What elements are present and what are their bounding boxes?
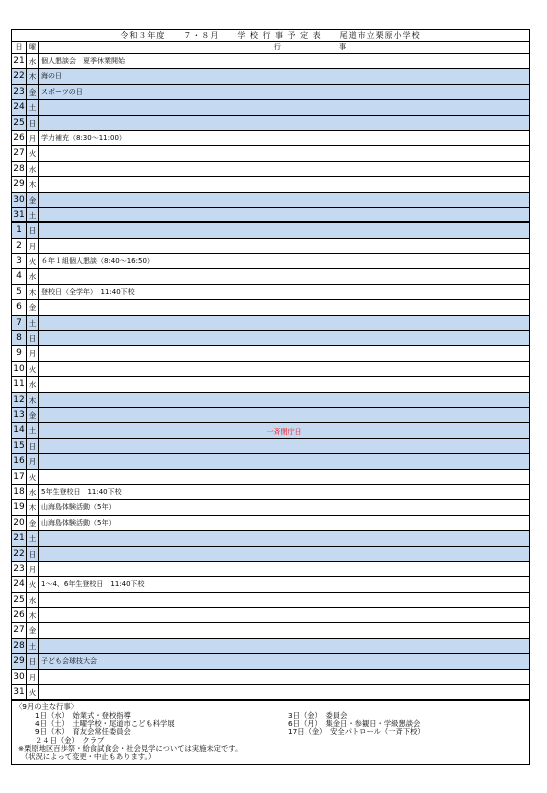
row-event (39, 593, 529, 607)
row-weekday: 水 (27, 54, 39, 68)
row-event: 山海島体験活動（5年） (41, 518, 116, 527)
row-event (39, 100, 529, 114)
table-row (12, 223, 529, 238)
table-row (12, 470, 529, 485)
row-day: 21 (12, 54, 27, 68)
row-weekday: 月 (27, 346, 39, 360)
row-weekday: 土 (27, 316, 39, 330)
row-event: ６年１組個人懇談（8:40～16:50） (41, 257, 154, 266)
row-event (39, 269, 529, 283)
row-weekday: 木 (27, 285, 39, 299)
row-event (39, 146, 529, 160)
table-row (12, 531, 529, 546)
row-weekday: 火 (27, 685, 39, 699)
row-event (39, 300, 529, 314)
table-row (12, 439, 529, 454)
row-event (39, 331, 529, 345)
row-weekday: 火 (27, 470, 39, 484)
row-day: 14 (12, 423, 27, 437)
row-weekday: 火 (27, 362, 39, 376)
row-weekday: 金 (27, 516, 39, 530)
row-event: 5年生登校日 11:40下校 (41, 487, 122, 496)
table-row (12, 54, 529, 69)
row-event (39, 223, 529, 237)
table-row (12, 208, 529, 223)
row-event (39, 685, 529, 699)
table-row (12, 300, 529, 315)
row-weekday: 水 (27, 162, 39, 176)
row-weekday: 日 (27, 654, 39, 668)
row-weekday: 水 (27, 269, 39, 283)
row-day: 25 (12, 116, 27, 130)
row-event: スポーツの日 (41, 87, 83, 96)
row-day: 2 (12, 239, 27, 253)
row-day: 10 (12, 362, 27, 376)
row-event (39, 193, 529, 207)
row-day: 3 (12, 254, 27, 268)
table-row (12, 239, 529, 254)
row-event (39, 470, 529, 484)
row-day: 15 (12, 439, 27, 453)
row-event: 学力補充（8:30～11:00） (41, 133, 126, 142)
table-row (12, 393, 529, 408)
row-day: 5 (12, 285, 27, 299)
row-event (39, 547, 529, 561)
row-weekday: 月 (27, 562, 39, 576)
row-day: 29 (12, 654, 27, 668)
row-weekday: 水 (27, 377, 39, 391)
table-row (12, 562, 529, 577)
table-row (12, 116, 529, 131)
row-day: 6 (12, 300, 27, 314)
row-day: 24 (12, 100, 27, 114)
row-weekday: 日 (27, 116, 39, 130)
title-label: 学 校 行 事 予 定 表 (237, 31, 322, 40)
row-day: 28 (12, 162, 27, 176)
row-weekday: 月 (27, 239, 39, 253)
row-event (39, 346, 529, 360)
row-day: 7 (12, 316, 27, 330)
row-day: 23 (12, 85, 27, 99)
row-event (39, 162, 529, 176)
table-row (12, 346, 529, 361)
row-weekday: 火 (27, 254, 39, 268)
row-weekday: 木 (27, 500, 39, 514)
table-row (12, 639, 529, 654)
notes-line: 1日（水） 始業式・登校指導 3日（金） 委員会 (35, 710, 348, 720)
row-day: 23 (12, 562, 27, 576)
header-weekday: 曜 (27, 42, 39, 53)
row-event: 個人懇談会 夏季休業開始 (41, 57, 125, 65)
row-day: 31 (12, 208, 27, 221)
row-day: 20 (12, 516, 27, 530)
notes-line: 4日（土） 土曜学校・尾道市こども科学展 6日（月） 集金日・参観日・学級懇談会 (35, 719, 421, 728)
row-event: 海の日 (41, 72, 62, 81)
table-row (12, 408, 529, 423)
row-day: 31 (12, 685, 27, 699)
row-day: 13 (12, 408, 27, 422)
table-row (12, 362, 529, 377)
row-event (39, 377, 529, 391)
notes-line: 9日（木） 育友会常任委員会 17日（金） 安全パトロール（一斉下校） (35, 727, 425, 737)
table-row (12, 623, 529, 638)
row-weekday: 水 (27, 485, 39, 499)
row-event (39, 116, 529, 130)
table-row (12, 608, 529, 623)
row-event (39, 439, 529, 453)
notes-heading: 〈9月の主な行事〉 (15, 702, 79, 712)
row-weekday: 土 (27, 639, 39, 653)
row-day: 26 (12, 608, 27, 622)
row-day: 24 (12, 577, 27, 591)
row-event (39, 454, 529, 468)
row-weekday: 日 (27, 439, 39, 453)
row-weekday: 月 (27, 454, 39, 468)
notes-remark: ※栗原地区百歩祭・給食試食会・社会見学については実施未定です。 (18, 743, 243, 753)
row-day: 4 (12, 269, 27, 283)
table-row (12, 193, 529, 208)
row-event: 1～4、6年生登校日 11:40下校 (41, 580, 145, 589)
table-row (12, 85, 529, 100)
column-headers (12, 42, 529, 54)
row-day: 11 (12, 377, 27, 391)
row-event (39, 531, 529, 545)
row-event (39, 670, 529, 684)
notes-line: ２４日（金） クラブ (35, 735, 105, 745)
row-weekday: 木 (27, 177, 39, 191)
table-row (12, 577, 529, 592)
school-name: 尾道市立栗原小学校 (339, 31, 421, 40)
row-day: 1 (12, 223, 27, 237)
row-weekday: 日 (27, 331, 39, 345)
row-event (39, 316, 529, 330)
row-event (39, 393, 529, 407)
table-row (12, 547, 529, 562)
row-weekday: 月 (27, 131, 39, 145)
table-row (12, 269, 529, 284)
table-row (12, 685, 529, 700)
table-row (12, 331, 529, 346)
table-row (12, 162, 529, 177)
row-day: 12 (12, 393, 27, 407)
row-weekday: 火 (27, 577, 39, 591)
row-day: 22 (12, 69, 27, 83)
header-day: 日 (12, 42, 27, 53)
table-row (12, 377, 529, 392)
row-event (39, 408, 529, 422)
row-day: 27 (12, 623, 27, 637)
row-weekday: 土 (27, 423, 39, 437)
table-row (12, 285, 529, 300)
row-weekday: 木 (27, 608, 39, 622)
row-day: 29 (12, 177, 27, 191)
row-weekday: 木 (27, 69, 39, 83)
row-day: 28 (12, 639, 27, 653)
row-weekday: 日 (27, 223, 39, 237)
row-day: 30 (12, 193, 27, 207)
table-body (12, 54, 529, 700)
row-weekday: 金 (27, 300, 39, 314)
table-row (12, 670, 529, 685)
row-day: 22 (12, 547, 27, 561)
schedule-table (11, 29, 530, 765)
header-events: 行 事 (273, 43, 375, 51)
row-weekday: 土 (27, 208, 39, 221)
table-row (12, 146, 529, 161)
row-event (39, 239, 529, 253)
row-weekday: 月 (27, 670, 39, 684)
row-day: 18 (12, 485, 27, 499)
row-weekday: 土 (27, 100, 39, 114)
row-event (39, 177, 529, 191)
row-day: 21 (12, 531, 27, 545)
row-event (39, 608, 529, 622)
row-weekday: 木 (27, 393, 39, 407)
september-notes (12, 700, 529, 764)
row-weekday: 金 (27, 85, 39, 99)
row-day: 27 (12, 146, 27, 160)
row-day: 30 (12, 670, 27, 684)
row-event: 登校日（全学年） 11:40下校 (41, 287, 135, 296)
row-day: 17 (12, 470, 27, 484)
table-row (12, 500, 529, 515)
row-event: 山海島体験活動（5年） (41, 503, 116, 512)
table-row (12, 454, 529, 469)
row-weekday: 土 (27, 531, 39, 545)
row-day: 19 (12, 500, 27, 514)
row-day: 9 (12, 346, 27, 360)
table-row (12, 254, 529, 269)
table-row (12, 485, 529, 500)
table-title (12, 30, 529, 42)
row-event (39, 362, 529, 376)
table-row (12, 69, 529, 84)
table-row (12, 177, 529, 192)
table-row (12, 100, 529, 115)
row-event (39, 639, 529, 653)
row-event (39, 208, 529, 221)
row-day: 25 (12, 593, 27, 607)
row-event (39, 623, 529, 637)
row-weekday: 金 (27, 623, 39, 637)
table-row (12, 316, 529, 331)
months: ７・８月 (183, 31, 220, 40)
closure-label: 一斉閉庁日 (266, 428, 302, 437)
row-event (39, 562, 529, 576)
row-weekday: 水 (27, 593, 39, 607)
row-weekday: 火 (27, 146, 39, 160)
fiscal-year: 令和３年度 (120, 31, 166, 40)
table-row (12, 131, 529, 146)
notes-remark: （状況によって変更・中止もあります。） (21, 752, 156, 762)
row-weekday: 日 (27, 547, 39, 561)
row-day: 26 (12, 131, 27, 145)
row-day: 16 (12, 454, 27, 468)
row-day: 8 (12, 331, 27, 345)
row-event: 子ども会球技大会 (41, 657, 97, 666)
table-row (12, 516, 529, 531)
table-row (12, 593, 529, 608)
row-weekday: 金 (27, 408, 39, 422)
row-weekday: 金 (27, 193, 39, 207)
table-row (12, 654, 529, 669)
